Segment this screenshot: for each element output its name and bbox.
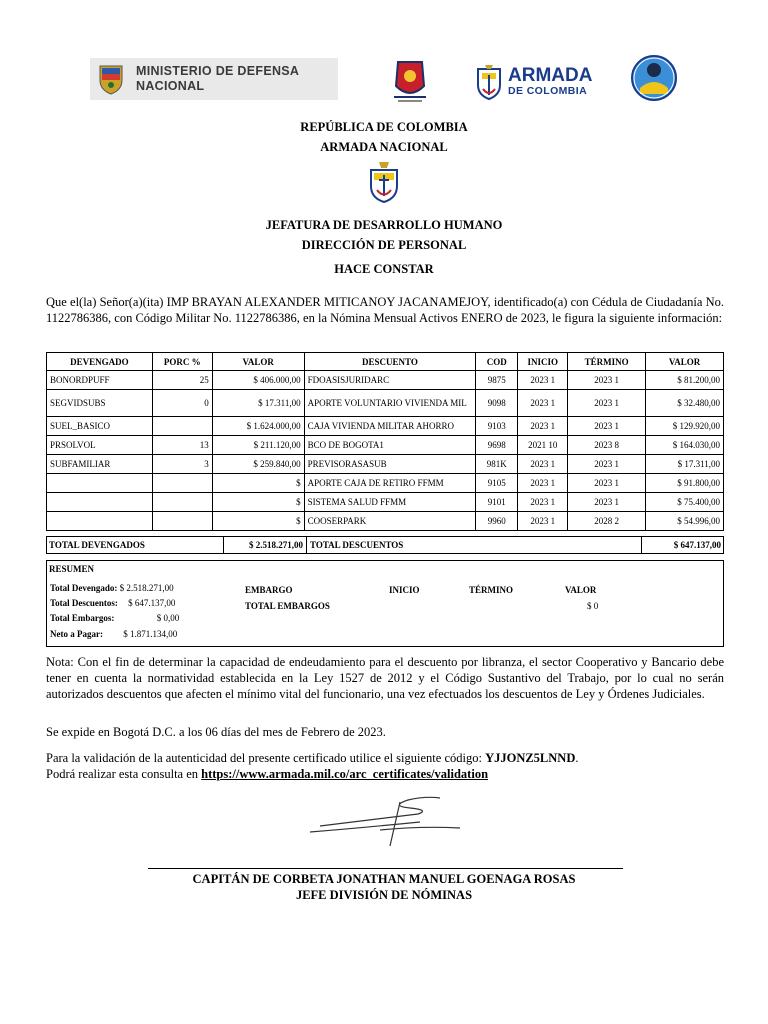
- validation-consult-text: Podrá realizar esta consulta en: [46, 767, 202, 781]
- payroll-table: [46, 352, 724, 531]
- cell: $ 81.200,00: [646, 371, 724, 390]
- cell: $ 75.400,00: [646, 493, 724, 512]
- cell: 9875: [476, 371, 518, 390]
- resumen-value: $ 647.137,00: [128, 598, 176, 608]
- resumen-label: Total Embargos:: [50, 613, 115, 623]
- table-header-row: [47, 353, 724, 371]
- col-descuento: DESCUENTO: [304, 353, 476, 371]
- heading-republica: REPÚBLICA DE COLOMBIA: [300, 120, 468, 134]
- inicio-header: INICIO: [389, 585, 420, 595]
- logo-bar: [0, 52, 768, 108]
- cell: 2023 1: [518, 455, 568, 474]
- armada-emblem-icon: [368, 160, 400, 204]
- cell: SUBFAMILIAR: [47, 455, 153, 474]
- total-descuentos-label: TOTAL DESCUENTOS: [310, 540, 404, 550]
- cell: 2023 8: [568, 436, 646, 455]
- cell: 2023 1: [518, 493, 568, 512]
- cell: 2021 10: [518, 436, 568, 455]
- cell: 9098: [476, 390, 518, 417]
- cell: 13: [152, 436, 212, 455]
- cell: $ 1.624.000,00: [212, 417, 304, 436]
- cell: [152, 417, 212, 436]
- total-devengados-label: TOTAL DEVENGADOS: [49, 540, 145, 550]
- table-row: [47, 474, 724, 493]
- resumen-label: Total Descuentos:: [50, 598, 118, 608]
- validation-suffix: .: [575, 751, 579, 765]
- cell: 2023 1: [568, 474, 646, 493]
- resumen-devengado: [50, 583, 174, 593]
- cell: 2028 2: [568, 512, 646, 531]
- cell: [152, 512, 212, 531]
- col-valor: VALOR: [212, 353, 304, 371]
- armada-line1: ARMADA: [508, 64, 593, 86]
- cell: 2023 1: [568, 455, 646, 474]
- cell: 2023 1: [568, 417, 646, 436]
- cell: SUEL_BASICO: [47, 417, 153, 436]
- cell: 2023 1: [518, 371, 568, 390]
- cell: 25: [152, 371, 212, 390]
- table-row: [47, 512, 724, 531]
- validation-prefix: Para la validación de la autenticidad del presente certificado utilice el siguiente código:: [46, 751, 486, 765]
- cell: 9101: [476, 493, 518, 512]
- cell: 2023 1: [568, 371, 646, 390]
- expide-text: Se expide en Bogotá D.C. a los 06 días del mes de Febrero de 2023.: [46, 725, 386, 739]
- cell: [47, 493, 153, 512]
- cell: $ 129.920,00: [646, 417, 724, 436]
- total-devengados-value: $ 2.518.271,00: [249, 540, 303, 550]
- anchor-shield-icon: [474, 61, 504, 101]
- cell: [47, 512, 153, 531]
- cell: SEGVIDSUBS: [47, 390, 153, 417]
- armada-logo: [474, 60, 600, 102]
- cell: COOSERPARK: [304, 512, 476, 531]
- cell: 2023 1: [568, 493, 646, 512]
- resumen-neto: [50, 629, 177, 639]
- heading-armada: ARMADA NACIONAL: [320, 140, 448, 154]
- col-cod: COD: [476, 353, 518, 371]
- col-devengado: DEVENGADO: [47, 353, 153, 371]
- table-row: [47, 390, 724, 417]
- coat-of-arms-icon: [96, 62, 126, 96]
- resumen-value: $ 2.518.271,00: [119, 583, 174, 593]
- resumen-value: $ 1.871.134,00: [123, 629, 178, 639]
- cell: $ 32.480,00: [646, 390, 724, 417]
- cell: SISTEMA SALUD FFMM: [304, 493, 476, 512]
- heading-jefatura: JEFATURA DE DESARROLLO HUMANO: [265, 218, 503, 232]
- cell: $ 164.030,00: [646, 436, 724, 455]
- cell: 3: [152, 455, 212, 474]
- resumen-embargos: [50, 613, 179, 623]
- cell: $ 406.000,00: [212, 371, 304, 390]
- validation-code: YJJONZ5LNND: [485, 751, 576, 765]
- resumen-box: [46, 560, 724, 647]
- cell: 9960: [476, 512, 518, 531]
- cell: 9698: [476, 436, 518, 455]
- cell: FDOASISJURIDARC: [304, 371, 476, 390]
- nota-paragraph: Nota: Con el fin de determinar la capacidad de endeudamiento para el descuento por libranza, el sector Cooperativo y Bancario debe tener en cuenta la normatividad establecida en la Ley 1527 de 2012 y el Código Sustantivo del Trabajo, por lo cual no serán autorizados descuentos que afecten el mínimo vital del funcionario, una vez efectuados los descuentos de Ley y Órdenes Judiciales.: [46, 655, 724, 701]
- ffmm-emblem-icon: [384, 56, 436, 106]
- signature-image: [300, 792, 470, 852]
- cell: [152, 493, 212, 512]
- heading-direccion: DIRECCIÓN DE PERSONAL: [301, 238, 467, 252]
- cell: BONORDPUFF: [47, 371, 153, 390]
- totals-divider: [641, 537, 642, 553]
- table-row: [47, 417, 724, 436]
- cell: 2023 1: [568, 390, 646, 417]
- round-badge-icon: [630, 54, 678, 102]
- col-termino: TÉRMINO: [568, 353, 646, 371]
- totals-row: [46, 536, 724, 554]
- cell: 9105: [476, 474, 518, 493]
- valor-header: VALOR: [565, 585, 597, 595]
- heading-hace-constar: HACE CONSTAR: [334, 262, 434, 276]
- col-valor-descuento: VALOR: [646, 353, 724, 371]
- mindef-logo: [90, 58, 338, 100]
- mindef-line1: MINISTERIO DE DEFENSA: [136, 64, 300, 78]
- cell: [152, 474, 212, 493]
- termino-header: TÉRMINO: [469, 585, 514, 595]
- cell: PRSOLVOL: [47, 436, 153, 455]
- resumen-title: RESUMEN: [49, 564, 95, 574]
- cell: 0: [152, 390, 212, 417]
- cell: $ 259.840,00: [212, 455, 304, 474]
- cell: 9103: [476, 417, 518, 436]
- cell: APORTE VOLUNTARIO VIVIENDA MIL: [304, 390, 476, 417]
- cell: PREVISORASASUB: [304, 455, 476, 474]
- cell: $: [212, 512, 304, 531]
- cell: $ 17.311,00: [212, 390, 304, 417]
- cell: BCO DE BOGOTA1: [304, 436, 476, 455]
- cell: $ 54.996,00: [646, 512, 724, 531]
- resumen-label: Total Devengado:: [50, 583, 118, 593]
- totals-divider: [223, 537, 224, 553]
- totals-divider: [306, 537, 307, 553]
- resumen-label: Neto a Pagar:: [50, 629, 103, 639]
- cell: 2023 1: [518, 474, 568, 493]
- table-row: [47, 436, 724, 455]
- table-row: [47, 455, 724, 474]
- cell: $ 17.311,00: [646, 455, 724, 474]
- total-embargos-label: TOTAL EMBARGOS: [245, 601, 330, 611]
- cell: 2023 1: [518, 390, 568, 417]
- cell: CAJA VIVIENDA MILITAR AHORRO: [304, 417, 476, 436]
- cell: 981K: [476, 455, 518, 474]
- cell: APORTE CAJA DE RETIRO FFMM: [304, 474, 476, 493]
- signer-title: JEFE DIVISIÓN DE NÓMINAS: [295, 888, 473, 902]
- signature-line: [148, 868, 623, 869]
- cell: $ 211.120,00: [212, 436, 304, 455]
- total-descuentos-value: $ 647.137,00: [673, 540, 721, 550]
- signer-name: CAPITÁN DE CORBETA JONATHAN MANUEL GOENAGA ROSAS: [192, 872, 576, 886]
- table-row: [47, 371, 724, 390]
- table-row: [47, 493, 724, 512]
- resumen-descuentos: [50, 598, 175, 608]
- mindef-line2: NACIONAL: [136, 79, 205, 93]
- cell: $: [212, 493, 304, 512]
- col-inicio: INICIO: [518, 353, 568, 371]
- embargo-header: EMBARGO: [245, 585, 293, 595]
- resumen-value: $ 0,00: [156, 613, 180, 623]
- cell: 2023 1: [518, 512, 568, 531]
- validation-link[interactable]: https://www.armada.mil.co/arc_certificates/validation: [201, 767, 489, 781]
- cell: $: [212, 474, 304, 493]
- col-porc: PORC %: [152, 353, 212, 371]
- cell: $ 91.800,00: [646, 474, 724, 493]
- armada-line2: DE COLOMBIA: [508, 84, 588, 97]
- cell: [47, 474, 153, 493]
- validation-text: [46, 750, 724, 782]
- intro-paragraph: Que el(la) Señor(a)(ita) IMP BRAYAN ALEXANDER MITICANOY JACANAMEJOY, identificado(a) con Cédula de Ciudadanía No. 1122786386, con Código Militar No. 1122786386, en la Nómina Mensual Activos ENERO de 2023, le figura la siguiente información:: [46, 295, 724, 325]
- total-embargos-value: $ 0: [587, 601, 599, 611]
- cell: 2023 1: [518, 417, 568, 436]
